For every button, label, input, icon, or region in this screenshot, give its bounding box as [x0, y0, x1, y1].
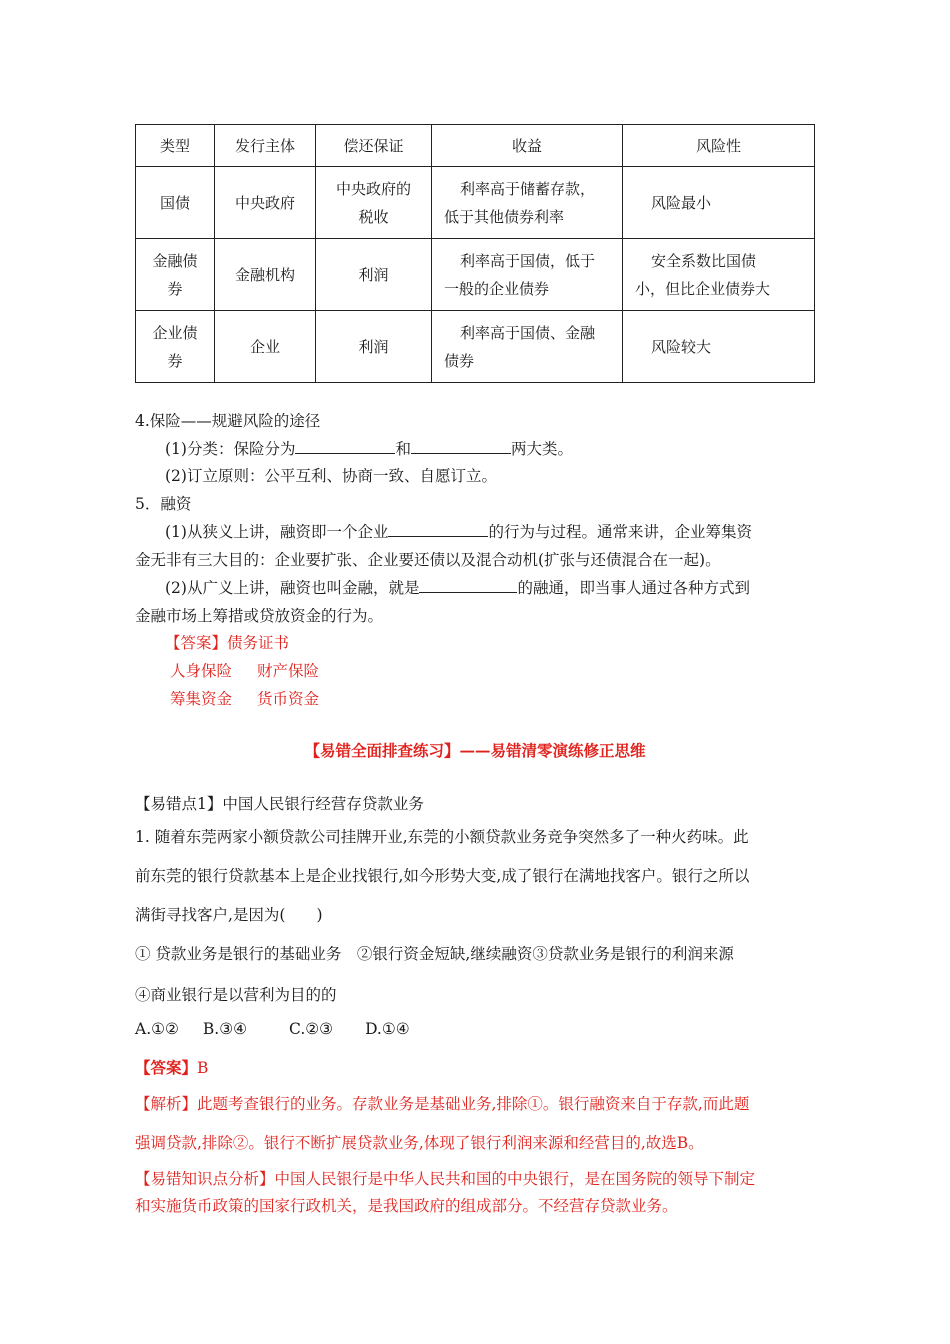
header-cell-guarantee: 偿还保证 [316, 125, 432, 167]
options-line1: ① 贷款业务是银行的基础业务 ②银行资金短缺,继续融资③贷款业务是银行的利润来源 [135, 945, 734, 963]
knowledge-line2: 和实施货币政策的国家行政机关，是我国政府的组成部分。不经营存贷款业务。 [135, 1197, 678, 1215]
bond-comparison-table [135, 124, 815, 383]
type-line2: 券 [167, 351, 183, 370]
mistake-heading: 【易错点1】中国人民银行经营存贷款业务 [135, 795, 424, 813]
cell-risk [623, 239, 815, 311]
question-line2: 前东莞的银行贷款基本上是企业找银行,如今形势大变,成了银行在满地找客户。银行之所以 [135, 867, 750, 885]
cell-issuer: 金融机构 [215, 239, 316, 311]
answer-value: 债务证书 [227, 634, 290, 652]
options-line2: ④商业银行是以营利为目的的 [135, 986, 337, 1004]
cell-risk [623, 167, 815, 239]
insurance-item1-post: 两大类。 [510, 440, 573, 458]
yield-line2: 一般的企业债券 [444, 279, 550, 298]
choice-a: A.①② [135, 1020, 179, 1038]
analysis-line1: 【解析】此题考查银行的业务。存款业务是基础业务,排除①。银行融资来自于存款,而此题 [135, 1095, 750, 1113]
insurance-heading: 4.保险——规避风险的途径 [135, 412, 321, 430]
cell-issuer: 企业 [215, 311, 316, 383]
fill-blank [419, 578, 517, 593]
answer-value: 人身保险 [170, 662, 233, 680]
financing-item1-pre: (1)从狭义上讲，融资即一个企业 [165, 523, 389, 541]
choices-line [135, 1020, 410, 1038]
risk-line1: 风险较大 [651, 337, 712, 356]
guarantee-line2: 税收 [358, 207, 389, 226]
answer-label: 【答案】 [165, 634, 228, 652]
choice-b: B.③④ [202, 1020, 248, 1038]
answer-line2 [170, 659, 319, 681]
answer-label: 【答案】 [135, 1058, 198, 1077]
insurance-item2: (2)订立原则：公平互利、协商一致、自愿订立。 [165, 467, 497, 485]
answer-value: B [197, 1059, 209, 1077]
yield-line2: 低于其他债券利率 [444, 207, 565, 226]
cell-yield [432, 167, 623, 239]
section-title: 【易错全面排查练习】——易错清零演练修正思维 [304, 741, 646, 760]
financing-item1-line2: 金无非有三大目的：企业要扩张、企业要还债以及混合动机(扩张与还债混合在一起)。 [135, 551, 721, 569]
cell-guarantee: 利润 [316, 311, 432, 383]
cell-risk [623, 311, 815, 383]
header-cell-yield: 收益 [432, 125, 623, 167]
financing-item2-line1 [165, 576, 750, 598]
cell-issuer: 中央政府 [215, 167, 316, 239]
answer-value: 货币资金 [257, 690, 320, 708]
cell-yield [432, 239, 623, 311]
insurance-item1-mid: 和 [395, 440, 411, 458]
financing-item1-line1 [165, 520, 752, 542]
answer-line3 [170, 687, 319, 709]
fill-blank [388, 522, 488, 537]
answer-line1 [165, 631, 289, 653]
insurance-item1 [165, 437, 573, 459]
question-line1: 1. 随着东莞两家小额贷款公司挂牌开业,东莞的小额贷款业务竞争突然多了一种火药味。此 [135, 828, 749, 846]
financing-item1-post: 的行为与过程。通常来讲，企业筹集资 [488, 523, 752, 541]
table-row [136, 311, 815, 383]
yield-line1: 利率高于国债、金融 [460, 323, 596, 342]
answer-value: 财产保险 [257, 662, 320, 680]
cell-guarantee [316, 167, 432, 239]
question-line3: 满街寻找客户,是因为( ) [135, 906, 323, 924]
table-row [136, 167, 815, 239]
choice-d: D.①④ [365, 1020, 410, 1038]
cell-yield [432, 311, 623, 383]
yield-line1: 利率高于国债，低于 [460, 251, 596, 270]
fill-blank [295, 439, 395, 454]
cell-type [136, 239, 215, 311]
header-cell-issuer: 发行主体 [215, 125, 316, 167]
type-line1: 金融债 [152, 251, 198, 270]
header-cell-type: 类型 [136, 125, 215, 167]
header-cell-risk: 风险性 [623, 125, 815, 167]
cell-guarantee: 利润 [316, 239, 432, 311]
type-line2: 券 [167, 279, 183, 298]
financing-item2-line2: 金融市场上筹措或贷放资金的行为。 [135, 607, 384, 625]
financing-heading: 5．融资 [135, 495, 192, 513]
analysis-line2: 强调贷款,排除②。银行不断扩展贷款业务,体现了银行利润来源和经营目的,故选B。 [135, 1134, 704, 1152]
fill-blank [411, 439, 511, 454]
type-line1: 企业债 [152, 323, 198, 342]
table-row [136, 239, 815, 311]
table-header-row [136, 125, 815, 167]
financing-item2-post: 的融通，即当事人通过各种方式到 [517, 579, 750, 597]
answer-line [135, 1056, 208, 1078]
choice-c: C.②③ [289, 1020, 334, 1038]
risk-line1: 安全系数比国债 [651, 251, 757, 270]
yield-line2: 债券 [444, 351, 475, 370]
answer-value: 筹集资金 [170, 690, 233, 708]
risk-line1: 风险最小 [651, 193, 712, 212]
cell-type: 国债 [136, 167, 215, 239]
guarantee-line1: 中央政府的 [335, 179, 411, 198]
risk-line2: 小，但比企业债券大 [635, 279, 771, 298]
cell-type [136, 311, 215, 383]
insurance-item1-pre: (1)分类：保险分为 [165, 440, 296, 458]
yield-line1: 利率高于储蓄存款， [460, 179, 596, 198]
financing-item2-pre: (2)从广义上讲，融资也叫金融，就是 [165, 579, 420, 597]
knowledge-line1: 【易错知识点分析】中国人民银行是中华人民共和国的中央银行，是在国务院的领导下制定 [135, 1170, 756, 1188]
